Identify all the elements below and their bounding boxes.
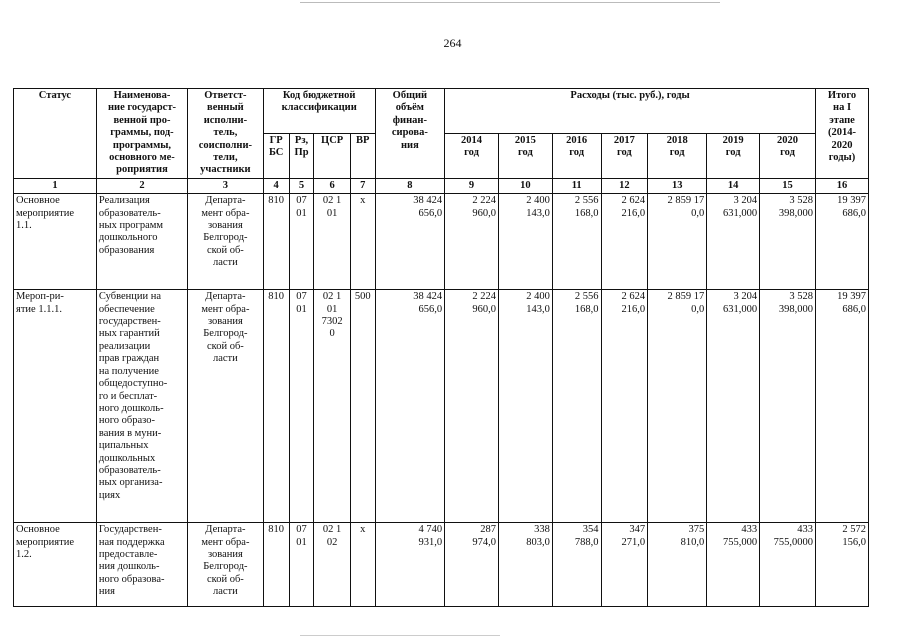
cell-year-2019: 3 204 631,000	[707, 194, 760, 290]
column-number: 10	[498, 178, 552, 193]
cell-csr: 02 1 01 7302 0	[314, 290, 350, 523]
column-number-row	[14, 178, 869, 193]
header-rzpr: Рз, Пр	[289, 133, 314, 178]
column-number: 4	[263, 178, 289, 193]
cell-year-2016: 2 556 168,0	[552, 290, 601, 523]
cell-status: Мероп-ри- ятие 1.1.1.	[14, 290, 97, 523]
cell-total: 4 740 931,0	[375, 523, 444, 607]
header-year-2017: 2017 год	[601, 133, 648, 178]
column-number: 13	[648, 178, 707, 193]
cell-year-2018: 2 859 17 0,0	[648, 194, 707, 290]
cell-status: Основное мероприятие 1.1.	[14, 194, 97, 290]
header-total: Общий объём финан- сирова- ния	[375, 89, 444, 179]
column-number: 8	[375, 178, 444, 193]
cell-vr: х	[350, 523, 375, 607]
header-grbs: ГР БС	[263, 133, 289, 178]
cell-year-2015: 2 400 143,0	[498, 194, 552, 290]
cell-year-2017: 2 624 216,0	[601, 194, 648, 290]
cell-responsible: Департа- мент обра- зования Белгород- ской об- ласти	[188, 290, 264, 523]
header-expenses: Расходы (тыс. руб.), годы	[445, 89, 816, 134]
cell-year-2014: 2 224 960,0	[445, 290, 499, 523]
header-year-2020: 2020 год	[760, 133, 816, 178]
header-year-2016: 2016 год	[552, 133, 601, 178]
cell-responsible: Департа- мент обра- зования Белгород- ской об- ласти	[188, 194, 264, 290]
cell-status: Основное мероприятие 1.2.	[14, 523, 97, 607]
header-vr: ВР	[350, 133, 375, 178]
cell-name: Субвенции на обеспечение государствен- ных гарантий реализации прав граждан на получение общедоступно- го и бесплат- ного дошколь- ного образо- вания в муни- ципальных дошкольных образователь- ных организа- циях	[96, 290, 187, 523]
header-year-2019: 2019 год	[707, 133, 760, 178]
column-number: 12	[601, 178, 648, 193]
cell-total: 38 424 656,0	[375, 290, 444, 523]
cell-year-2018: 375 810,0	[648, 523, 707, 607]
column-number: 15	[760, 178, 816, 193]
header-csr: ЦСР	[314, 133, 350, 178]
cell-csr: 02 1 02	[314, 523, 350, 607]
column-number: 7	[350, 178, 375, 193]
budget-table	[13, 88, 869, 607]
cell-csr: 02 1 01	[314, 194, 350, 290]
cell-vr: х	[350, 194, 375, 290]
cell-rzpr: 07 01	[289, 523, 314, 607]
cell-year-2020: 433 755,0000	[760, 523, 816, 607]
cell-stage-total: 2 572 156,0	[816, 523, 869, 607]
column-number: 9	[445, 178, 499, 193]
cell-year-2014: 287 974,0	[445, 523, 499, 607]
cell-grbs: 810	[263, 194, 289, 290]
cell-rzpr: 07 01	[289, 290, 314, 523]
table-row	[14, 523, 869, 607]
cell-year-2016: 354 788,0	[552, 523, 601, 607]
cell-name: Государствен- ная поддержка предоставле- ния дошколь- ного образова- ния	[96, 523, 187, 607]
scan-edge-line	[300, 2, 720, 3]
cell-year-2016: 2 556 168,0	[552, 194, 601, 290]
cell-grbs: 810	[263, 523, 289, 607]
header-status: Статус	[14, 89, 97, 179]
header-name: Наименова- ние государст- венной про- граммы, под- программы, основного ме- роприятия	[96, 89, 187, 179]
table-row	[14, 290, 869, 523]
cell-year-2014: 2 224 960,0	[445, 194, 499, 290]
cell-stage-total: 19 397 686,0	[816, 290, 869, 523]
cell-year-2017: 347 271,0	[601, 523, 648, 607]
cell-total: 38 424 656,0	[375, 194, 444, 290]
column-number: 16	[816, 178, 869, 193]
column-number: 14	[707, 178, 760, 193]
column-number: 11	[552, 178, 601, 193]
column-number: 3	[188, 178, 264, 193]
cell-year-2019: 433 755,000	[707, 523, 760, 607]
cell-name: Реализация образователь- ных программ дошкольного образования	[96, 194, 187, 290]
cell-year-2015: 2 400 143,0	[498, 290, 552, 523]
cell-year-2018: 2 859 17 0,0	[648, 290, 707, 523]
column-number: 5	[289, 178, 314, 193]
header-stage-total: Итого на I этапе (2014- 2020 годы)	[816, 89, 869, 179]
column-number: 6	[314, 178, 350, 193]
cell-year-2015: 338 803,0	[498, 523, 552, 607]
cell-rzpr: 07 01	[289, 194, 314, 290]
cell-year-2017: 2 624 216,0	[601, 290, 648, 523]
cell-responsible: Департа- мент обра- зования Белгород- ской об- ласти	[188, 523, 264, 607]
header-year-2018: 2018 год	[648, 133, 707, 178]
cell-grbs: 810	[263, 290, 289, 523]
cell-year-2020: 3 528 398,000	[760, 194, 816, 290]
column-number: 1	[14, 178, 97, 193]
table-row	[14, 194, 869, 290]
cell-vr: 500	[350, 290, 375, 523]
cell-stage-total: 19 397 686,0	[816, 194, 869, 290]
cell-year-2020: 3 528 398,000	[760, 290, 816, 523]
page-number: 264	[443, 36, 462, 50]
column-number: 2	[96, 178, 187, 193]
header-year-2015: 2015 год	[498, 133, 552, 178]
cell-year-2019: 3 204 631,000	[707, 290, 760, 523]
header-year-2014: 2014 год	[445, 133, 499, 178]
header-responsible: Ответст- венный исполни- тель, соисполни- тели, участники	[188, 89, 264, 179]
scan-edge-line	[300, 635, 500, 636]
header-budget-code: Код бюджетной классификации	[263, 89, 375, 134]
